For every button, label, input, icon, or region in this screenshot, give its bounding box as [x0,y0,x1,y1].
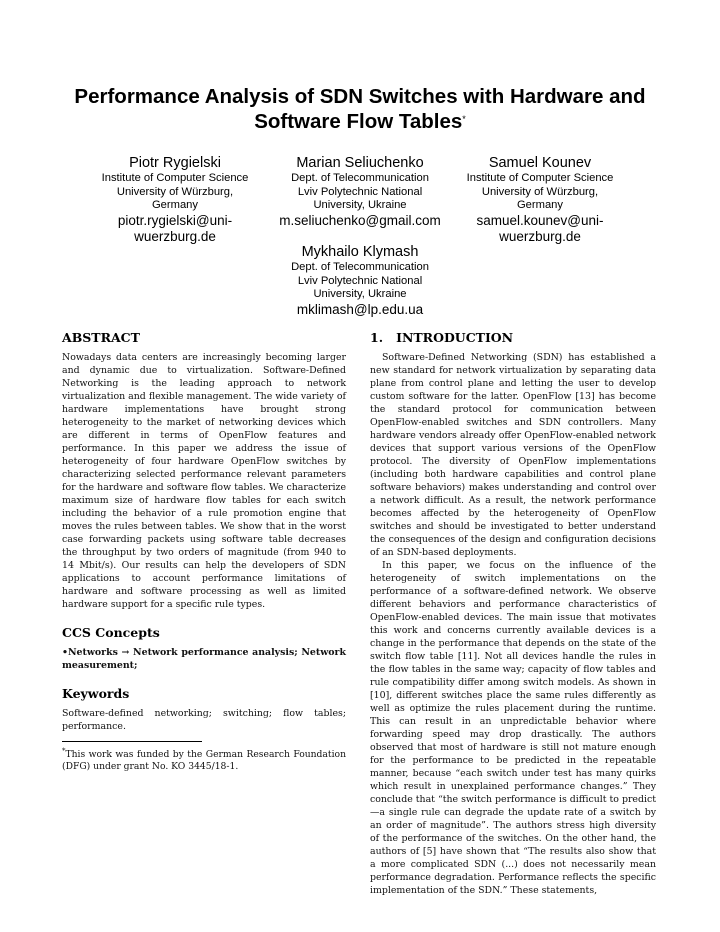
author-block-3 [455,155,625,245]
author-affiliation: University of Würzburg, [116,185,234,198]
author-affiliation: Germany [151,199,198,211]
author-affiliation: Institute of Computer Science [466,172,614,184]
intro-paragraph-2: In this paper, we focus on the influence of the heterogeneity of switch implementations on the performance of a software-defined network. We observe different behaviors and performance characteristics of OpenFlow-enabled devices. The main issue that motivates this work and concerns currently available devices is a change in the performance that depends on the state of the switch flow table [11]. Not all devices handle the rules in the flow tables in the same way; capacity of flow tables and rule compatibility differ among switch models. As shown in [10], different switches place the same rules differently as well as optimize the rules placement during the runtime. This can result in an unpredictable behavior where forwarding speed may drop drastically. The authors observed that most of hardware is still not mature enough for the performance to be predicted in the repeatable manner, because “each switch under test has many quirks which result in unexplained performance changes.” They conclude that “the switch performance is difficult to predict—a single rule can degrade the update rate of a switch by an order of magnitude”. The authors stress high diversity of the performance of the switches. On the other hand, the authors of [5] have shown that “The results also show that a more complicated SDN (...) does not necessarily mean performance degradation. Performance reflects the specific implementation of the SDN.” These statements, [370,560,656,896]
author-name: Piotr Rygielski [129,155,221,171]
ccs-text: •Networks → Network performance analysis; Network measurement; [62,647,346,671]
author-email: wuerzburg.de [499,228,581,244]
footnote-mark: * [62,747,66,755]
left-column [62,330,346,773]
footnote-rule [62,741,202,742]
author-block-2 [270,155,450,229]
author-name: Marian Seliuchenko [296,155,424,171]
title-line-2 [0,109,720,134]
author-email: wuerzburg.de [134,228,216,244]
keywords-heading: Keywords [62,686,130,701]
author-affiliation: University, Ukraine [313,288,407,300]
author-name: Mykhailo Klymash [301,244,419,260]
abstract-text: Nowadays data centers are increasingly becoming larger and dynamic due to virtualization. Software-Defined Networking is the leading approach to network virtualization and flexible management. The wide variety of hardware implementations have brought strong heterogeneity to the market of networking devices which are different in terms of OpenFlow features and performance. In this paper we address the issue of heterogeneity of four hardware OpenFlow switches by characterizing selected performance relevant parameters for the hardware and software flow tables. We characterize maximum size of hardware flow tables for each switch including the behavior of a rule promotion engine that moves the rules between tables. We show that in the worst case forwarding packets using software table decreases the throughput by two orders of magnitude (from 940 to 14 Mbit/s). Our results can help the developers of SDN applications to account performance limitations of hardware and software processing as well as limited hardware support for a specific rule types. [62,352,346,610]
author-email: mklimash@lp.edu.ua [296,301,424,317]
title-line-1: Performance Analysis of SDN Switches with Hardware and [74,85,646,108]
author-block-1 [90,155,260,245]
title-footnote-mark: * [462,114,466,124]
footnote-text: This work was funded by the German Research Foundation (DFG) under grant No. KO 3445/18-1. [62,749,346,773]
paper-title [0,84,720,134]
author-affiliation: Lviv Polytechnic National [297,274,423,287]
author-affiliation: Germany [516,199,563,211]
author-name: Samuel Kounev [488,155,592,171]
author-email: samuel.kounev@uni- [476,212,604,228]
author-affiliation: Institute of Computer Science [101,172,249,184]
abstract-heading: ABSTRACT [62,330,140,345]
author-affiliation: University of Würzburg, [481,185,599,198]
author-affiliation: Lviv Polytechnic National [297,185,423,198]
right-column [370,330,656,897]
intro-paragraph-1: Software-Defined Networking (SDN) has established a new standard for network virtualization by separating data plane from control plane and letting the user to develop custom software for the latter. OpenFlow [13] has become the standard protocol for communication between OpenFlow-enabled switches and SDN controllers. Many hardware vendors already offer OpenFlow-enabled network devices that support various versions of the OpenFlow protocol. The diversity of OpenFlow implementations (including both hardware capabilities and control plane software behaviors) makes understanding and control over a network difficult. As a result, the network performance becomes affected by the heterogeneity of OpenFlow switches and should be investigated to better understand the consequences of the design and configuration decisions of an SDN-based deployments. [370,352,656,558]
author-email: m.seliuchenko@gmail.com [279,212,441,228]
author-affiliation: Dept. of Telecommunication [291,261,429,273]
author-block-4 [270,244,450,318]
keywords-text: Software-defined networking; switching; flow tables; performance. [62,708,346,732]
author-affiliation: University, Ukraine [313,199,407,211]
author-email: piotr.rygielski@uni- [117,212,233,228]
footnote [62,745,346,773]
title-line-2-text: Software Flow Tables [254,110,463,133]
ccs-heading: CCS Concepts [62,625,160,640]
author-affiliation: Dept. of Telecommunication [291,172,429,184]
introduction-heading: 1. INTRODUCTION [370,330,514,345]
